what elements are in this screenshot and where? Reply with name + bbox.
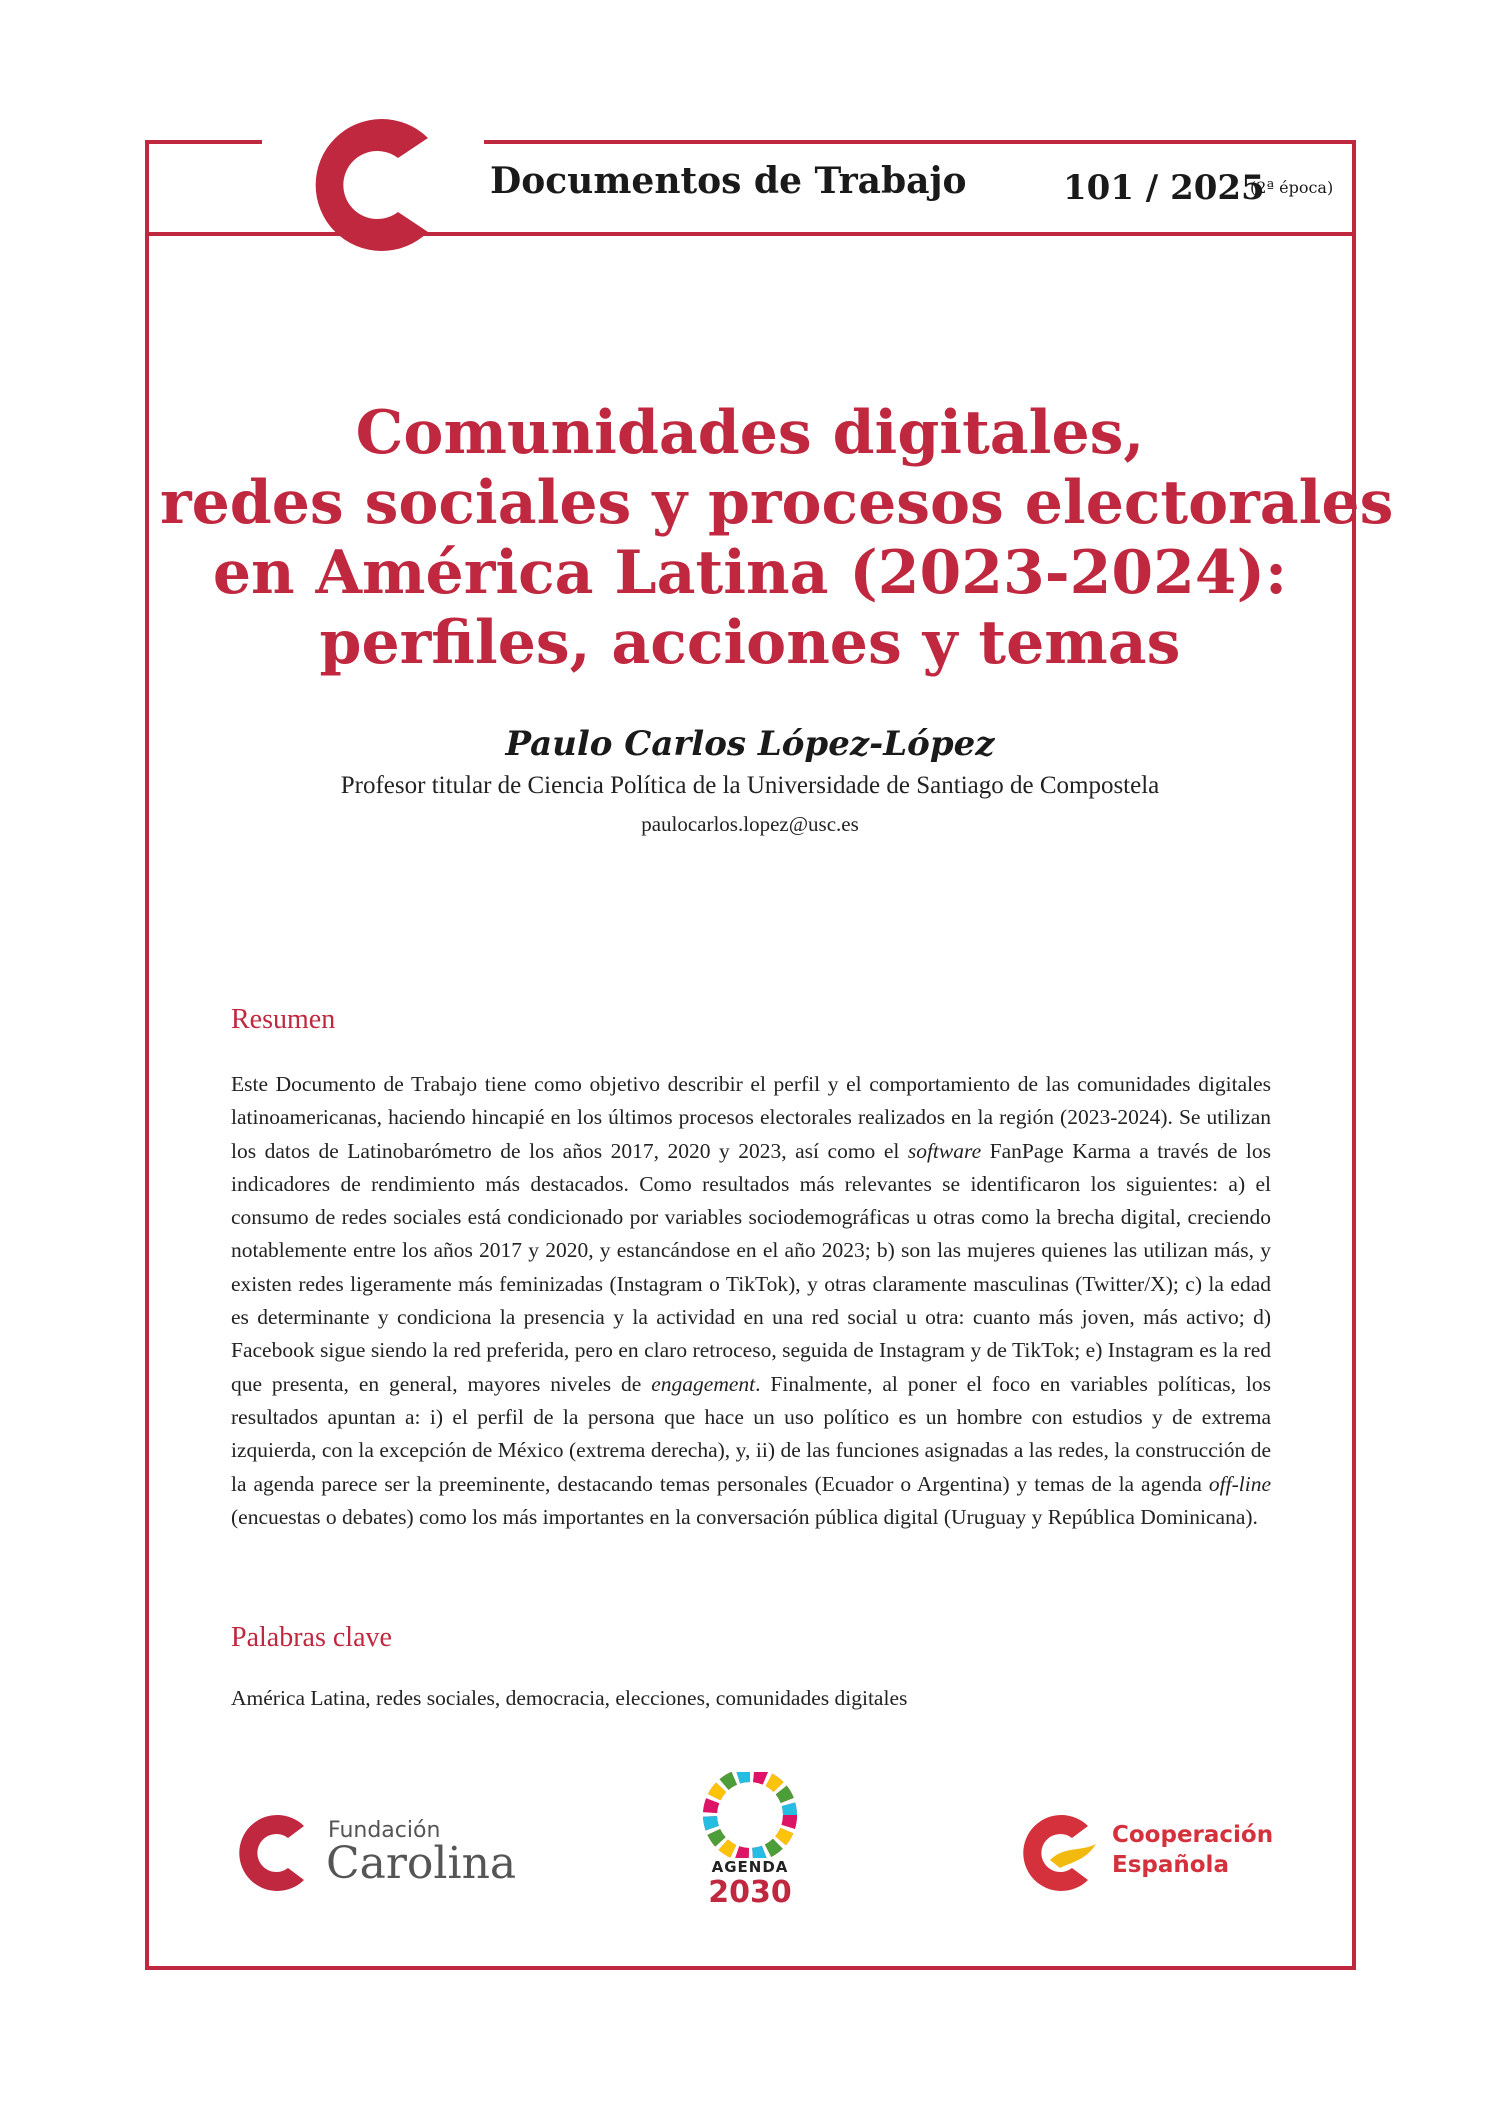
series-title: Documentos de Trabajo (490, 160, 967, 202)
abstract-emphasis: software (907, 1138, 982, 1163)
epoch-label: (2ª época) (1250, 178, 1334, 197)
abstract-emphasis: off-line (1208, 1471, 1271, 1496)
agenda-2030-logo (695, 1772, 805, 1912)
title-line: redes sociales y procesos electorales (160, 468, 1394, 538)
espanola-line: Española (1112, 1852, 1229, 1878)
agenda-label: AGENDA (711, 1858, 789, 1876)
author-email: paulocarlos.lopez@usc.es (641, 812, 859, 836)
abstract-part: . Finalmente, al poner el foco en variables políticas, los resultados apuntan a: i) el perfil de la persona que hace un uso político es un hombre con estudios y de extrema izquierda, con la excepción de México (extrema derecha), y, ii) de las funciones asignadas a las redes, la construcción de la agenda parece ser la preeminente, destacando temas personales (Ecuador o Argentina) y temas de la agenda (231, 1371, 1271, 1496)
cooperacion-line: Cooperación (1112, 1822, 1274, 1848)
author-affiliation: Profesor titular de Ciencia Política de la Universidade de Santiago de Compostela (340, 772, 1160, 799)
title-line: en América Latina (2023-2024): (212, 538, 1288, 608)
keywords-text: América Latina, redes sociales, democracia, elecciones, comunidades digitales (231, 1686, 908, 1710)
abstract-text (231, 1068, 1271, 1534)
abstract-part: Este Documento de Trabajo tiene como objetivo describir el perfil y el comportamiento de las comunidades digitales latinoamericanas, haciendo hincapié en los últimos procesos electorales realizados en la región (2023-2024). Se utilizan los datos de Latinobarómetro de los años 2017, 2020 y 2023, así como el (231, 1072, 1271, 1163)
fundacion-carolina-logo (238, 1808, 528, 1898)
issue-number: 101 / 2025 (1063, 168, 1265, 208)
abstract-emphasis: engagement (651, 1371, 756, 1396)
sdg-wheel-icon (695, 1772, 805, 1858)
cooperacion-espanola-logo (1020, 1808, 1280, 1898)
document-title (160, 398, 1394, 678)
fundacion-label: Fundación (328, 1818, 441, 1843)
author-name: Paulo Carlos López-López (505, 724, 995, 764)
abstract-part: FanPage Karma a través de los indicadores de rendimiento más destacados. Como resultados más relevantes se identificaron los siguientes: a) el consumo de redes sociales está condicionado por variables sociodemográficas u otras como la brecha digital, creciendo notablemente entre los años 2017 y 2020, y estancándose en el año 2023; b) son las mujeres quienes las utilizan más, y existen redes ligeramente más feminizadas (Instagram o TikTok), y otras claramente masculinas (Twitter/X); c) la edad es determinante y condiciona la presencia y la actividad en una red social u otra: cuanto más joven, más activo; d) Facebook sigue siendo la red preferida, pero en claro retroceso, seguida de Instagram y de TikTok; e) Instagram es la red que presenta, en general, mayores niveles de (231, 1138, 1271, 1396)
agenda-year: 2030 (708, 1875, 792, 1910)
abstract-part: (encuestas o debates) como los más importantes en la conversación pública digital (Uruguay y República Dominicana). (231, 1504, 1258, 1529)
title-line: perfiles, acciones y temas (319, 608, 1181, 678)
carolina-label: Carolina (326, 1838, 517, 1889)
cooperacion-label (1112, 1820, 1273, 1880)
abstract-heading: Resumen (231, 1004, 336, 1035)
keywords-heading: Palabras clave (231, 1622, 392, 1653)
cooperacion-c-icon (1020, 1808, 1104, 1898)
title-line: Comunidades digitales, (355, 398, 1145, 468)
carolina-c-logo-icon (310, 100, 460, 270)
fundacion-c-icon (238, 1808, 318, 1898)
